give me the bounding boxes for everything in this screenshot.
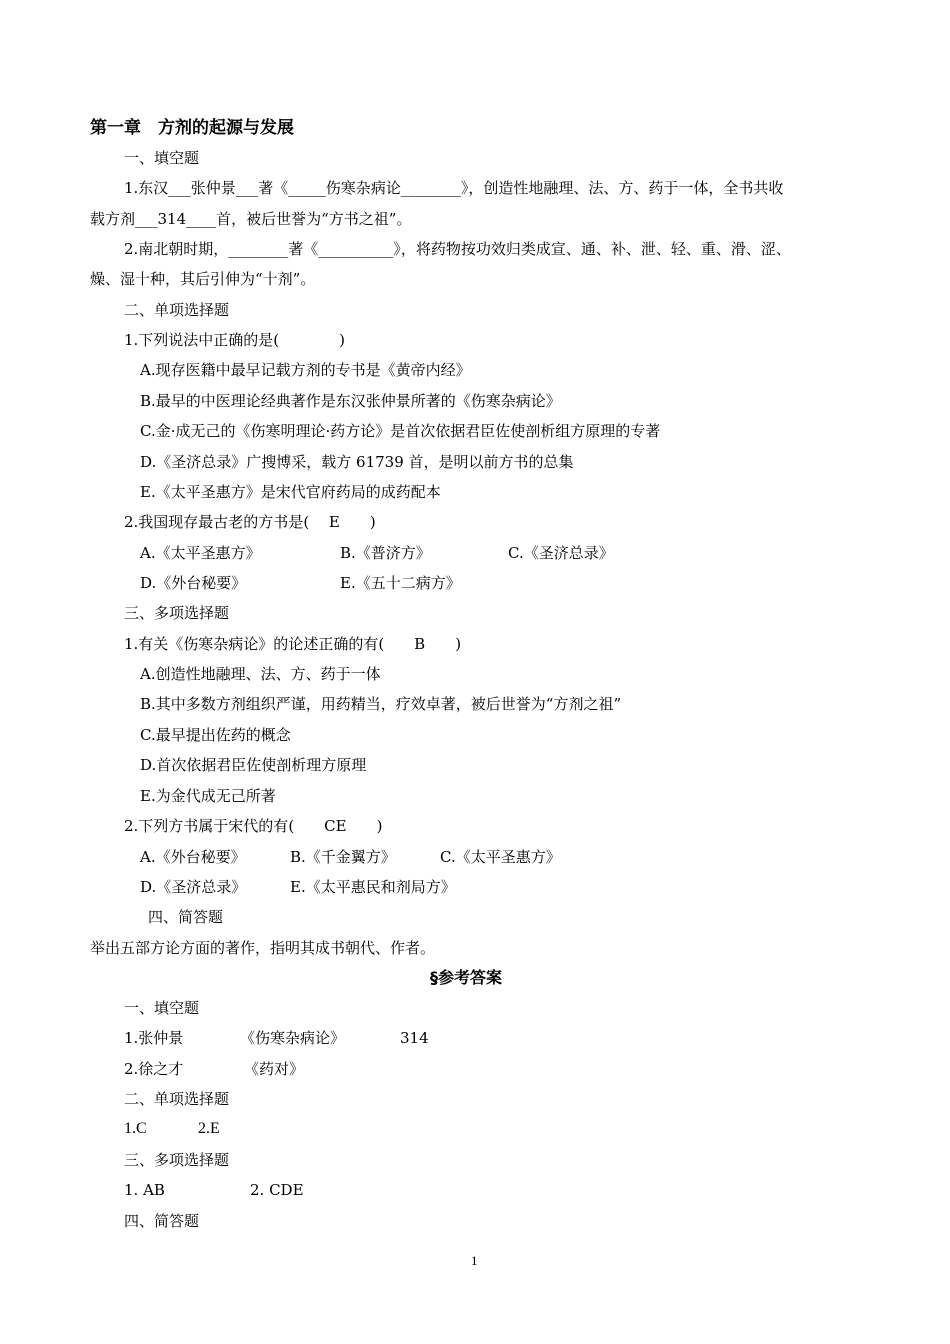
answer-multi-2: 2. CDE — [250, 1181, 304, 1199]
answer-single-1: 1.C — [124, 1120, 147, 1137]
answers-short-heading: 四、简答题 — [124, 1212, 200, 1230]
answer-fill-2-book: 《药对》 — [244, 1060, 305, 1078]
single-q2-option-c: C.《圣济总录》 — [508, 544, 614, 562]
answer-fill-1-count: 314 — [400, 1029, 429, 1047]
multi-q2-option-a: A.《外台秘要》 — [140, 848, 246, 866]
section-fill-heading: 一、填空题 — [124, 149, 200, 167]
single-q1-option-e: E.《太平圣惠方》是宋代官府药局的成药配本 — [140, 483, 441, 501]
short-answer-question: 举出五部方论方面的著作，指明其成书朝代、作者。 — [90, 939, 436, 957]
multi-q2-option-b: B.《千金翼方》 — [290, 848, 396, 866]
single-q1-option-c: C.金·成无己的《伤寒明理论·药方论》是首次依据君臣佐使剖析组方原理的专著 — [140, 422, 661, 440]
page-number: 1 — [471, 1253, 478, 1268]
multi-q1-option-b: B.其中多数方剂组织严谨，用药精当，疗效卓著，被后世誉为“方剂之祖” — [140, 695, 622, 713]
single-q1-option-d: D.《圣济总录》广搜博采，载方 61739 首，是明以前方书的总集 — [140, 453, 574, 471]
multi-q1-option-d: D.首次依据君臣佐使剖析理方原理 — [140, 756, 367, 774]
section-single-heading: 二、单项选择题 — [124, 301, 230, 319]
answer-fill-1-name: 1.张仲景 — [124, 1029, 184, 1047]
answers-title: §参考答案 — [430, 968, 503, 987]
multi-q2-option-c: C.《太平圣惠方》 — [440, 848, 561, 866]
single-q1-option-a: A.现存医籍中最早记载方剂的专书是《黄帝内经》 — [140, 361, 471, 379]
answer-single-2: 2.E — [198, 1120, 220, 1137]
single-q1-stem: 1.下列说法中正确的是( ) — [124, 331, 346, 349]
fill-q2-line2: 燥、湿十种，其后引伸为“十剂”。 — [90, 270, 316, 288]
single-q2-option-e: E.《五十二病方》 — [340, 574, 461, 592]
fill-q1-line1: 1.东汉___张仲景___著《_____伤寒杂病论________》，创造性地融理、法、方、药于一体，全书共收 — [124, 179, 784, 197]
multi-q2-stem: 2.下列方书属于宋代的有( CE ) — [124, 817, 383, 835]
multi-q1-option-c: C.最早提出佐药的概念 — [140, 726, 291, 744]
fill-q1-line2: 载方剂___314____首，被后世誉为“方书之祖”。 — [90, 210, 412, 228]
single-q2-option-d: D.《外台秘要》 — [140, 574, 247, 592]
single-q1-option-b: B.最早的中医理论经典著作是东汉张仲景所著的《伤寒杂病论》 — [140, 392, 561, 410]
single-q2-option-a: A.《太平圣惠方》 — [140, 544, 261, 562]
answer-fill-1-book: 《伤寒杂病论》 — [240, 1029, 346, 1047]
answers-multi-heading: 三、多项选择题 — [124, 1151, 230, 1169]
multi-q1-option-e: E.为金代成无己所著 — [140, 787, 276, 805]
chapter-title: 第一章 方剂的起源与发展 — [90, 118, 294, 138]
single-q2-option-b: B.《普济方》 — [340, 544, 431, 562]
fill-q2-line1: 2.南北朝时期，________著《__________》，将药物按功效归类成宣、通、补、泄、轻、重、滑、涩、 — [124, 240, 791, 258]
answers-fill-heading: 一、填空题 — [124, 999, 200, 1017]
single-q2-stem: 2.我国现存最古老的方书是( E ) — [124, 513, 376, 531]
section-multi-heading: 三、多项选择题 — [124, 604, 230, 622]
multi-q2-option-e: E.《太平惠民和剂局方》 — [290, 878, 456, 896]
answer-multi-1: 1. AB — [124, 1181, 165, 1199]
multi-q2-option-d: D.《圣济总录》 — [140, 878, 247, 896]
answer-fill-2-name: 2.徐之才 — [124, 1060, 184, 1078]
section-short-heading: 四、简答题 — [148, 908, 224, 926]
answers-single-heading: 二、单项选择题 — [124, 1090, 230, 1108]
multi-q1-stem: 1.有关《伤寒杂病论》的论述正确的有( B ) — [124, 635, 462, 653]
multi-q1-option-a: A.创造性地融理、法、方、药于一体 — [140, 665, 381, 683]
